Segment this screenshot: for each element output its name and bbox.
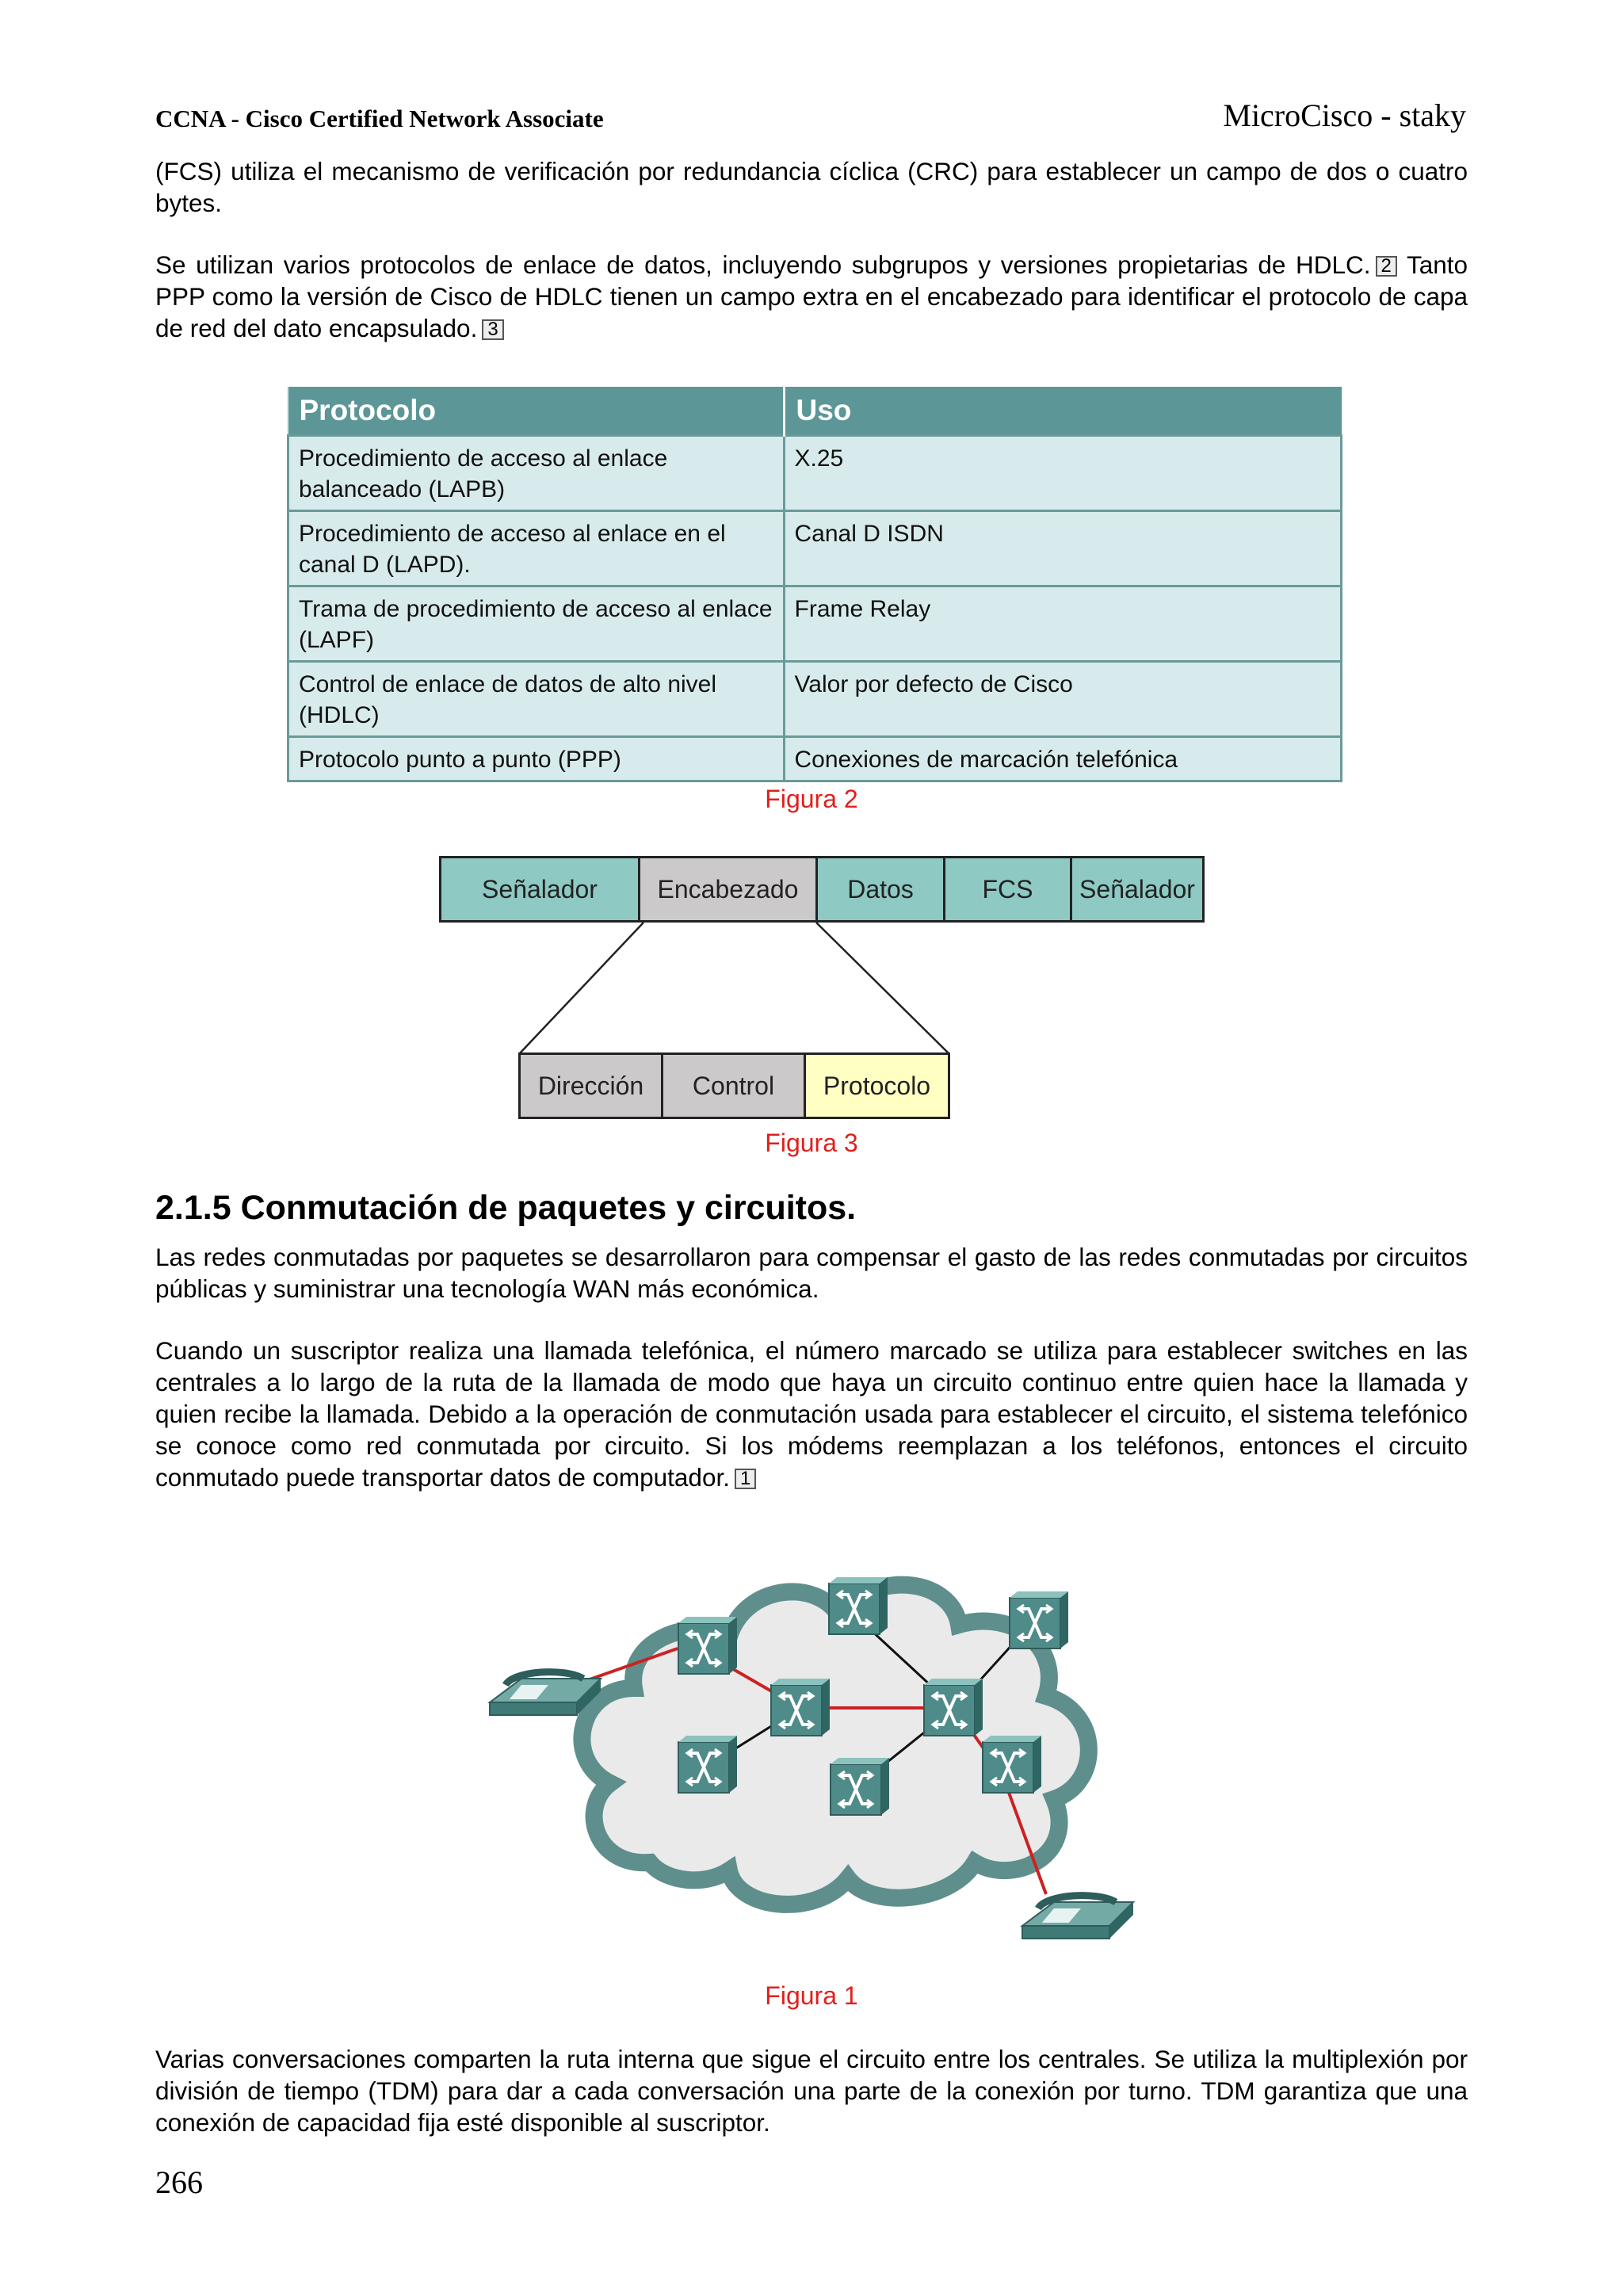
table-cell: X.25: [784, 436, 1342, 511]
switch-icon: [678, 1736, 737, 1793]
frame-field-datos: Datos: [815, 856, 945, 923]
table-cell: Trama de procedimiento de acceso al enlace (LAPF): [288, 586, 785, 662]
figure-2-caption: Figura 2: [765, 785, 858, 813]
frame-field-fcs: FCS: [943, 856, 1072, 923]
paragraph-circuit-switching: [155, 1335, 1468, 1493]
table-cell: Control de enlace de datos de alto nivel (HDLC): [288, 662, 785, 737]
telephone-icon: [1022, 1896, 1133, 1939]
section-heading: 2.1.5 Conmutación de paquetes y circuitos.: [155, 1189, 857, 1227]
table-cell: Procedimiento de acceso al enlace balanceado (LAPB): [288, 436, 785, 511]
paragraph-protocols-text: Se utilizan varios protocolos de enlace de datos, incluyendo subgrupos y versiones propietarias de HDLC.: [155, 250, 1371, 279]
table-cell: Conexiones de marcación telefónica: [784, 737, 1342, 781]
table-cell: Frame Relay: [784, 586, 1342, 662]
table-cell: Valor por defecto de Cisco: [784, 662, 1342, 737]
running-header-author: MicroCisco - staky: [1223, 97, 1466, 133]
header-subfield-protocolo: Protocolo: [804, 1052, 950, 1119]
switch-icon: [924, 1679, 983, 1736]
switch-icon: [983, 1736, 1041, 1793]
circuit-switched-network-diagram: [475, 1530, 1157, 1981]
page-number: 266: [155, 2164, 203, 2200]
switch-icon: [678, 1617, 737, 1674]
switch-icon: [831, 1758, 889, 1815]
paragraph-circuit-switching-text: Cuando un suscriptor realiza una llamada telefónica, el número marcado se utiliza para establecer switches en las centrales a lo largo de la ruta de la llamada de modo que haya un circuito continuo entre quien hace la llamada y quien recibe la llamada. Debido a la operación de conmutación usada para establecer el circuito, el sistema telefónico se conoce como red conmutada por circuito. Si los módems reemplazan a los teléfonos, entonces el circuito conmutado puede transportar datos de computador.: [155, 1336, 1468, 1492]
paragraph-tdm-text: Varias conversaciones comparten la ruta interna que sigue el circuito entre los centrales. Se utiliza la multiplexión por división de tiempo (TDM) para dar a cada conversación una parte de la conexión por turno. TDM garantiza que una conexión de capacidad fija esté disponible al suscriptor.: [155, 2045, 1468, 2137]
table-cell: Protocolo punto a punto (PPP): [288, 737, 785, 781]
paragraph-packet-switching: [155, 1241, 1468, 1305]
column-header-uso-label: Uso: [796, 394, 852, 426]
frame-field-senalador-end: Señalador: [1070, 856, 1205, 923]
switch-icon: [771, 1679, 830, 1736]
switch-icon: [829, 1577, 888, 1634]
frame-field-encabezado: Encabezado: [638, 856, 818, 923]
table-cell: Procedimiento de acceso al enlace en el canal D (LAPD).: [288, 511, 785, 586]
figure-3-caption: Figura 3: [765, 1129, 858, 1157]
figure-ref-2[interactable]: 2: [1376, 256, 1397, 277]
table-cell: Canal D ISDN: [784, 511, 1342, 586]
header-subfield-control: Control: [661, 1052, 806, 1119]
figure-ref-3[interactable]: 3: [482, 319, 503, 340]
frame-field-senalador-start: Señalador: [439, 856, 640, 923]
paragraph-packet-switching-text: Las redes conmutadas por paquetes se desarrollaron para compensar el gasto de las redes conmutadas por circuitos públicas y suministrar una tecnología WAN más económica.: [155, 1243, 1468, 1303]
paragraph-protocols-text-2: Tanto PPP como la versión de Cisco de HDLC tienen un campo extra en el encabezado para identificar el protocolo de capa de red del dato encapsulado.: [155, 250, 1468, 342]
switch-icon: [1010, 1591, 1068, 1648]
column-header-protocolo: Protocolo: [288, 387, 785, 436]
figure-1-caption: Figura 1: [765, 1981, 858, 2010]
paragraph-fcs-text: (FCS) utiliza el mecanismo de verificación por redundancia cíclica (CRC) para establecer un campo de dos o cuatro bytes.: [155, 157, 1468, 217]
paragraph-tdm: [155, 2043, 1468, 2138]
running-header-title: CCNA - Cisco Certified Network Associate: [155, 105, 604, 132]
figure-ref-1[interactable]: 1: [735, 1469, 756, 1489]
header-subfield-direccion: Dirección: [518, 1052, 663, 1119]
